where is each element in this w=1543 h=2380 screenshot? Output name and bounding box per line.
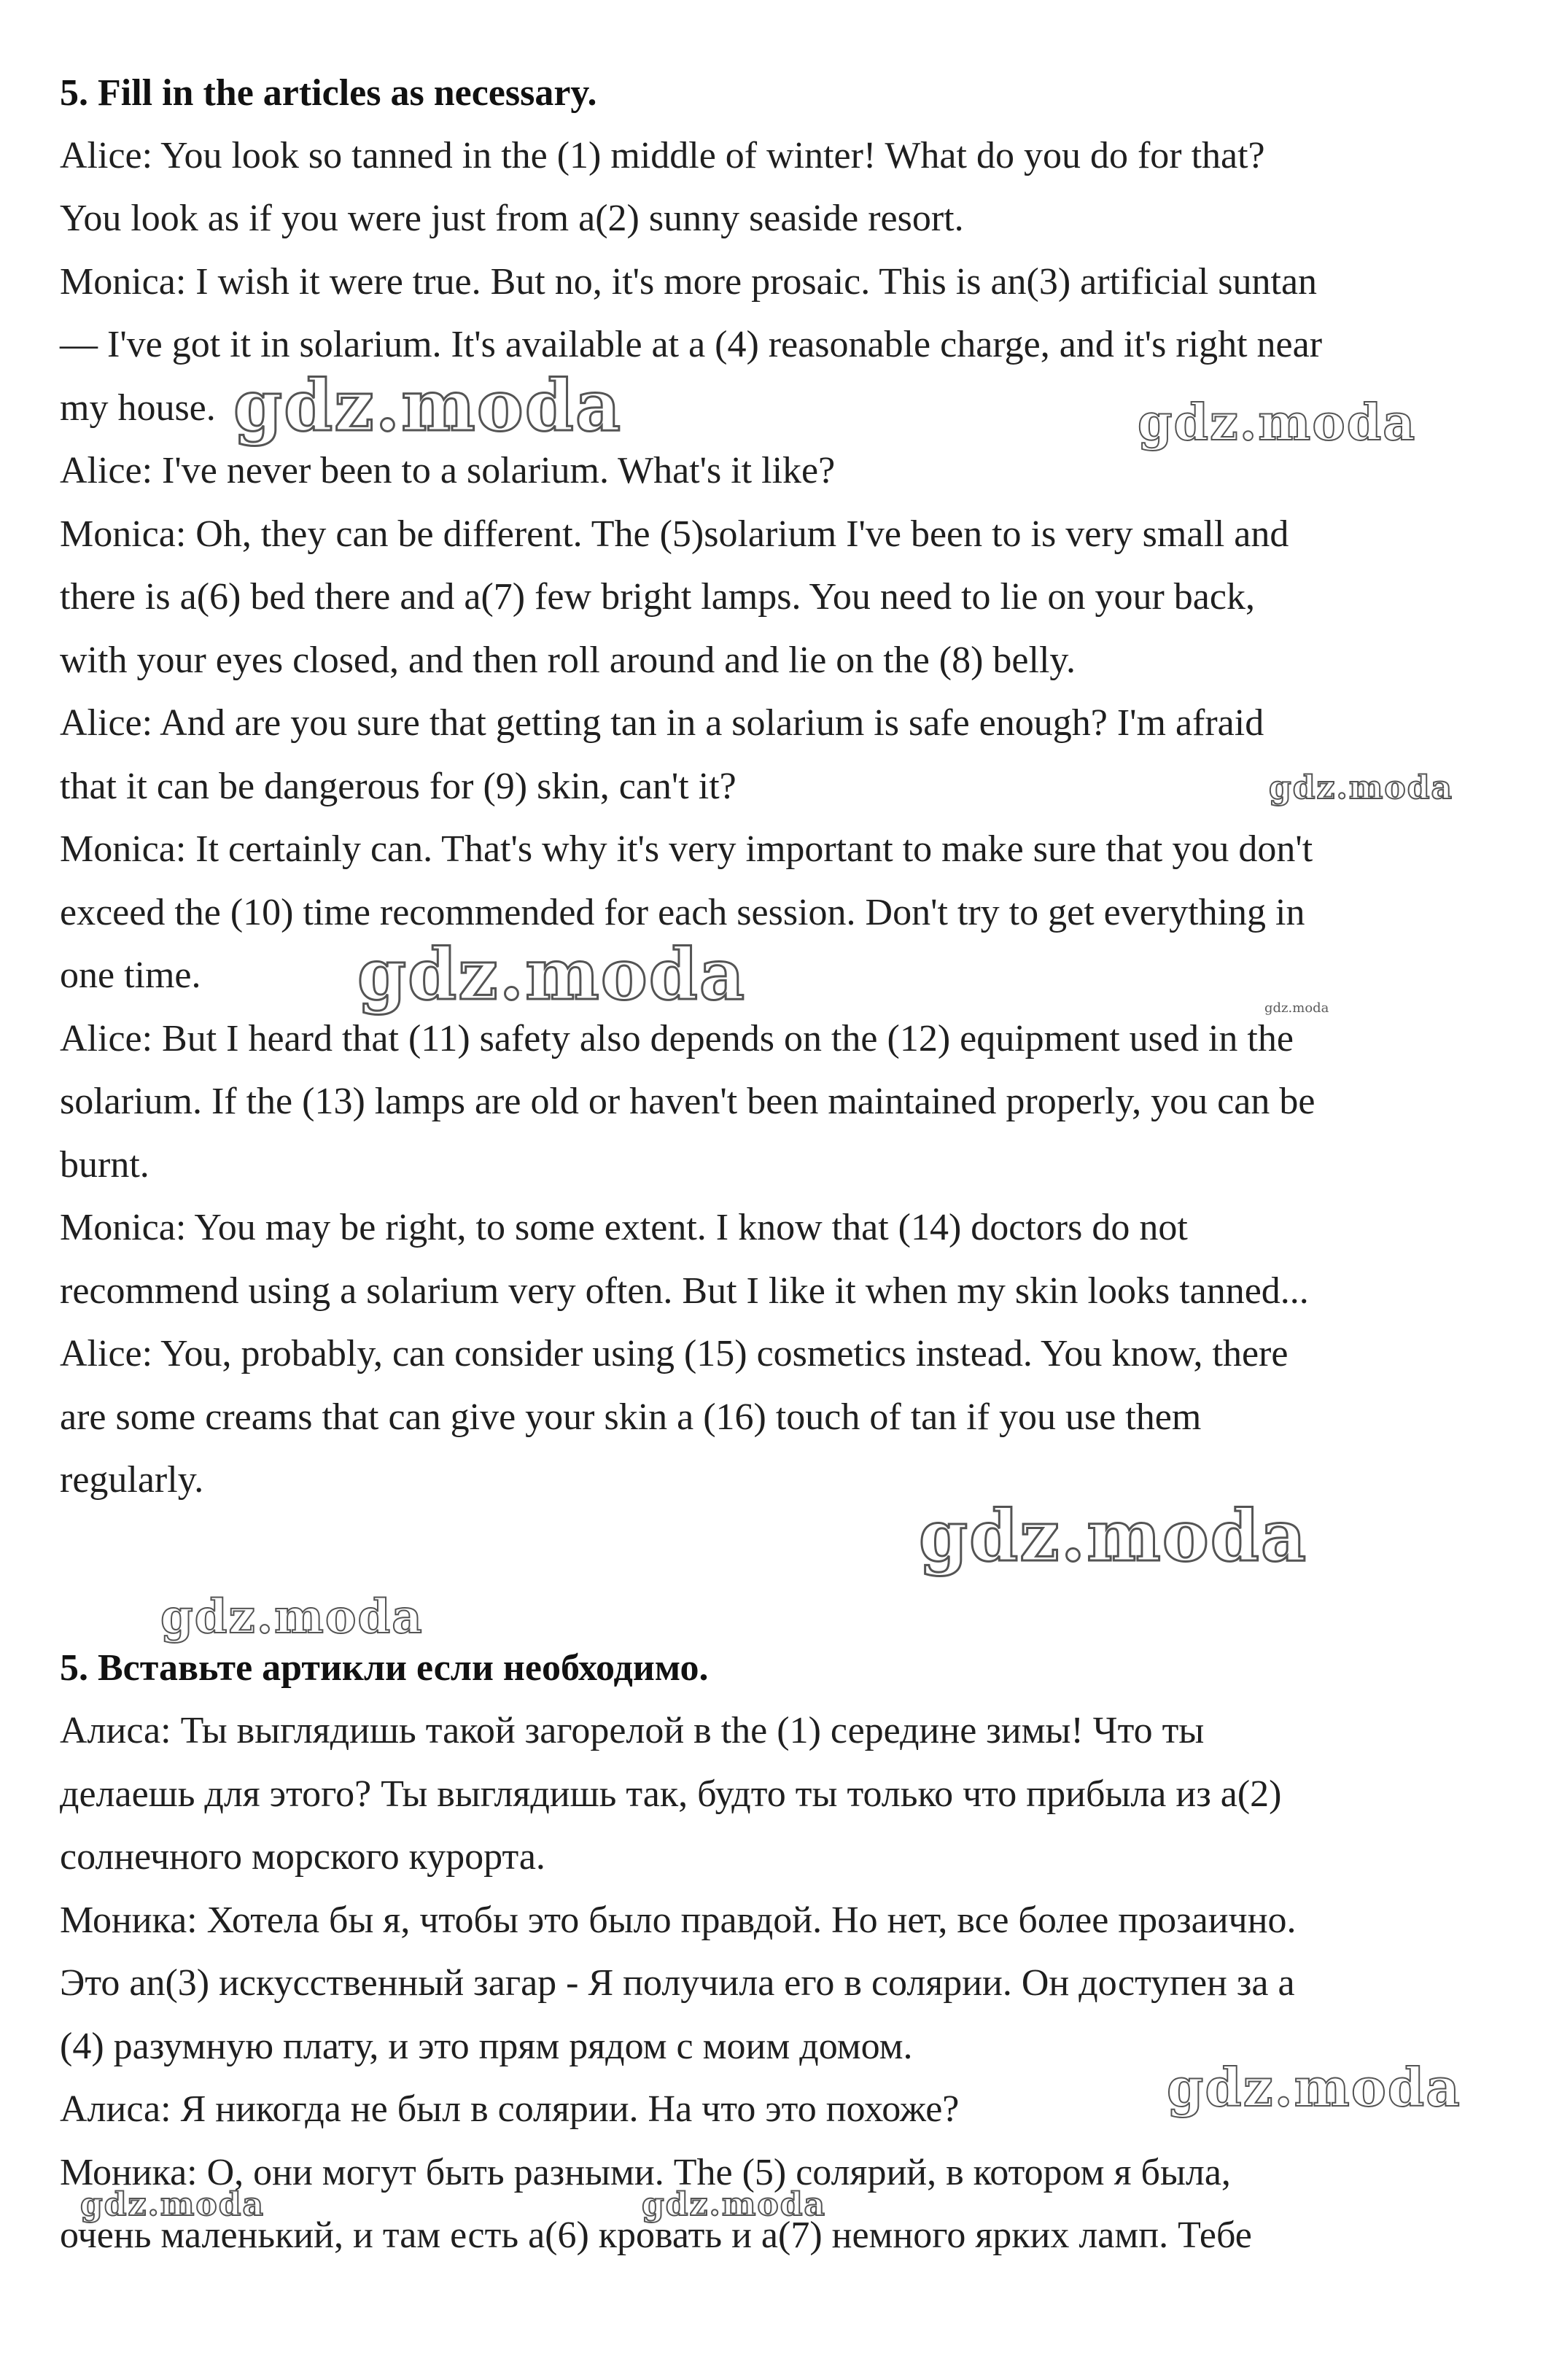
dialogue-line: regularly. — [60, 1459, 204, 1501]
dialogue-line: Alice: And are you sure that getting tan in a solarium is safe enough? I'm afraid — [60, 702, 1264, 744]
watermark: gdz.moda — [919, 1495, 1308, 1577]
dialogue-line: with your eyes closed, and then roll around and lie on the (8) belly. — [60, 639, 1076, 681]
dialogue-line-ru: Алиса: Ты выглядишь такой загорелой в the (1) середине зимы! Что ты — [60, 1710, 1205, 1751]
dialogue-line: Alice: I've never been to a solarium. What's it like? — [60, 450, 836, 491]
dialogue-line-ru: Это an(3) искусственный загар - Я получила его в солярии. Он доступен за a — [60, 1962, 1295, 2004]
dialogue-line-ru: солнечного морского курорта. — [60, 1836, 545, 1878]
watermark: gdz.moda — [357, 933, 747, 1016]
dialogue-line: Alice: You look so tanned in the (1) middle of winter! What do you do for that? — [60, 135, 1265, 176]
dialogue-line-ru: Моника: Хотела бы я, чтобы это было правдой. Но нет, все более прозаично. — [60, 1899, 1297, 1941]
exercise-heading-en: 5. Fill in the articles as necessary. — [60, 72, 597, 114]
exercise-heading-ru: 5. Вставьте артикли если необходимо. — [60, 1647, 709, 1689]
dialogue-line: Monica: You may be right, to some extent. I know that (14) doctors do not — [60, 1207, 1188, 1248]
dialogue-line: burnt. — [60, 1144, 149, 1186]
watermark: gdz.moda — [1138, 394, 1417, 452]
dialogue-line-ru: (4) разумную плату, и это прям рядом с моим домом. — [60, 2026, 913, 2067]
dialogue-line: recommend using a solarium very often. But I like it when my skin looks tanned... — [60, 1270, 1309, 1312]
dialogue-line: exceed the (10) time recommended for each session. Don't try to get everything in — [60, 892, 1305, 933]
watermark: gdz.moda — [1264, 1000, 1329, 1016]
dialogue-line: Monica: It certainly can. That's why it's very important to make sure that you don't — [60, 828, 1313, 870]
dialogue-line-ru: Алиса: Я никогда не был в солярии. На что это похоже? — [60, 2088, 960, 2130]
dialogue-line: Monica: Oh, they can be different. The (5)solarium I've been to is very small and — [60, 513, 1289, 555]
watermark: gdz.moda — [1167, 2056, 1461, 2118]
dialogue-line: that it can be dangerous for (9) skin, can't it? — [60, 766, 736, 807]
dialogue-line: are some creams that can give your skin a (16) touch of tan if you use them — [60, 1396, 1202, 1438]
watermark: gdz.moda — [80, 2186, 265, 2223]
dialogue-line: my house. — [60, 387, 216, 429]
watermark: gdz.moda — [1269, 769, 1454, 806]
dialogue-line: Alice: But I heard that (11) safety also depends on the (12) equipment used in the — [60, 1018, 1294, 1059]
dialogue-line: there is a(6) bed there and a(7) few bright lamps. You need to lie on your back, — [60, 576, 1255, 618]
watermark: gdz.moda — [233, 365, 623, 447]
watermark: gdz.moda — [160, 1590, 424, 1644]
dialogue-line-ru: Моника: О, они могут быть разными. The (5) солярий, в котором я была, — [60, 2152, 1231, 2193]
dialogue-line: Monica: I wish it were true. But no, it's more prosaic. This is an(3) artificial suntan — [60, 261, 1318, 303]
dialogue-line: — I've got it in solarium. It's available at a (4) reasonable charge, and it's right near — [60, 324, 1323, 365]
dialogue-line: one time. — [60, 954, 201, 996]
dialogue-line: solarium. If the (13) lamps are old or haven't been maintained properly, you can be — [60, 1081, 1315, 1122]
dialogue-line-ru: очень маленький, и там есть a(6) кровать и a(7) немного ярких ламп. Тебе — [60, 2214, 1252, 2256]
dialogue-line: You look as if you were just from a(2) sunny seaside resort. — [60, 198, 964, 239]
dialogue-line-ru: делаешь для этого? Ты выглядишь так, будто ты только что прибыла из a(2) — [60, 1773, 1282, 1815]
watermark: gdz.moda — [642, 2186, 827, 2223]
dialogue-line: Alice: You, probably, can consider using (15) cosmetics instead. You know, there — [60, 1333, 1289, 1374]
